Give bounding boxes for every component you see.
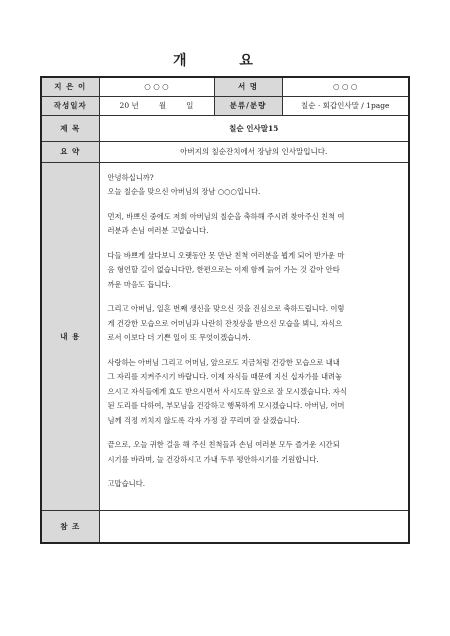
- subject-label: 제 목: [41, 115, 99, 141]
- reference-label: 참 조: [41, 510, 99, 543]
- line: 그리고 아버님, 일흔 번째 생신을 맞으신 것을 진심으로 축하드립니다. 이렇: [107, 304, 345, 313]
- line: 러분과 손님 여러분 고맙습니다.: [107, 226, 209, 235]
- content-body: [99, 162, 409, 510]
- paragraph: [108, 302, 403, 346]
- summary-label: 요 약: [41, 141, 99, 162]
- author-label: 지 은 이: [41, 77, 99, 96]
- line: 먼저, 바쁘신 중에도 저희 아버님의 칠순을 축하해 주시려 찾아주신 친척 여: [107, 211, 345, 221]
- summary-row: [41, 141, 409, 162]
- line: 안녕하십니까?: [107, 172, 154, 182]
- author-value: ○ ○ ○: [99, 77, 214, 96]
- line: 로서 이보다 더 기쁜 일이 또 무엇이겠습니까.: [107, 333, 251, 342]
- paragraph: [108, 210, 403, 239]
- date-label: 작성일자: [41, 96, 99, 115]
- content-row: [41, 162, 409, 510]
- date-year: 20 년: [119, 101, 139, 110]
- date-day: 일: [186, 101, 194, 110]
- line: 고맙습니다.: [107, 479, 146, 488]
- date-month: 월: [158, 101, 167, 110]
- line: 으시고 자식들에게 효도 받으시면서 사시도록 앞으로 잘 모시겠습니다. 자식: [107, 386, 347, 396]
- reference-value: [99, 510, 409, 543]
- signature-label: 서 명: [214, 77, 282, 96]
- paragraph: [108, 438, 403, 467]
- subject-value: 칠순 인사말15: [99, 115, 409, 141]
- line: 다들 바쁘게 살다보니 오랫동안 못 만난 친척 여러분을 뵙게 되어 반가운 마: [107, 250, 345, 260]
- subject-row: [41, 115, 409, 141]
- summary-value: 아버지의 칠순잔치에서 장남의 인사말입니다.: [99, 141, 409, 162]
- date-value: [99, 96, 214, 115]
- category-value: 칠순 · 회갑인사말 / 1page: [282, 96, 409, 115]
- line: 까운 마음도 듭니다.: [107, 279, 171, 289]
- paragraph: [108, 171, 403, 200]
- line: 님께 걱정 끼치지 않도록 각자 가정 잘 꾸리며 잘 살겠습니다.: [107, 415, 300, 425]
- content-label: 내 용: [41, 162, 99, 510]
- line: 오늘 칠순을 맞으신 아버님의 장남 ○○○입니다.: [107, 187, 261, 196]
- line: 음 형언할 길이 없습니다만, 한편으로는 이제 함께 늙어 가는 것 같아 안타: [107, 265, 340, 274]
- line: 게 건강한 모습으로 어머님과 나란히 잔칫상을 받으신 모습을 뵈니, 자식으: [107, 318, 343, 328]
- author-row: [41, 77, 409, 96]
- paragraph: [108, 249, 403, 293]
- line: 끝으로, 오늘 귀한 걸음 해 주신 친척들과 손님 여러분 모두 즐거운 시간되: [107, 440, 340, 449]
- line: 사랑하는 아버님 그리고 어머님, 앞으로도 지금처럼 건강한 모습으로 내내: [107, 357, 340, 367]
- line: 시기를 바라며, 늘 건강하시고 가내 두루 평안하시기를 기원합니다.: [107, 454, 319, 464]
- signature-value: ○ ○ ○: [282, 77, 409, 96]
- line: 된 도리를 다하여, 부모님을 건강하고 행복하게 모시겠습니다. 아버님, 어머: [107, 401, 345, 410]
- paragraph: [108, 477, 403, 492]
- category-label: 분류/분량: [214, 96, 282, 115]
- document-title: 개 요: [173, 53, 277, 69]
- summary-form: [40, 76, 410, 544]
- date-row: [41, 96, 409, 115]
- line: 그 자리를 지켜주시기 바랍니다. 이제 자식들 때문에 지신 십자가를 내려놓: [107, 372, 343, 381]
- reference-row: [41, 510, 409, 543]
- paragraph: [108, 356, 403, 429]
